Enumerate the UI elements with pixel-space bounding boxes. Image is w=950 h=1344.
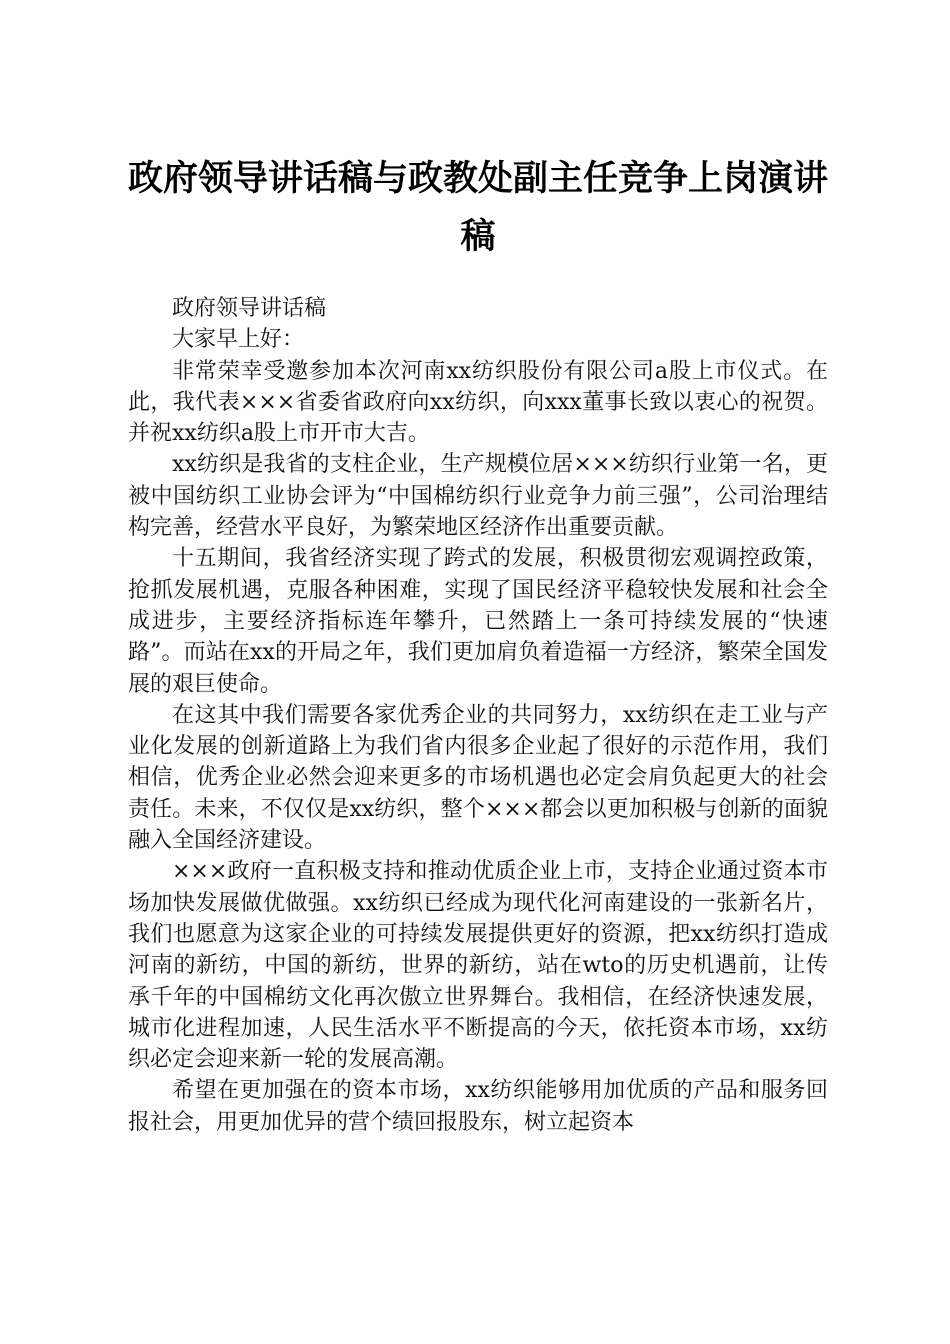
paragraph: 十五期间，我省经济实现了跨式的发展，积极贯彻宏观调控政策，抢抓发展机遇，克服各种困难，实现了国民经济平稳较快发展和社会全成进步，主要经济指标连年攀升，已然踏上一条可持续发展的“快速路”。而站在xx的开局之年，我们更加肩负着造福一方经济，繁荣全国发展的艰巨使命。 bbox=[128, 546, 828, 697]
document-title: 政府领导讲话稿与政教处副主任竞争上岗演讲稿 bbox=[128, 158, 829, 257]
paragraph: 非常荣幸受邀参加本次河南xx纺织股份有限公司a股上市仪式。在此，我代表×××省委省政府向xx纺织，向xxx董事长致以衷心的祝贺。并祝xx纺织a股上市开市大吉。 bbox=[128, 358, 828, 447]
document-body bbox=[128, 293, 828, 1138]
paragraph: ×××政府一直积极支持和推动优质企业上市，支持企业通过资本市场加快发展做优做强。xx纺织已经成为现代化河南建设的一张新名片，我们也愿意为这家企业的可持续发展提供更好的资源，把xx纺织打造成河南的新纺，中国的新纺，世界的新纺，站在wto的历史机遇前，让传承千年的中国棉纺文化再次傲立世界舞台。我相信，在经济快速发展，城市化进程加速，人民生活水平不断提高的今天，依托资本市场，xx纺织必定会迎来新一轮的发展高潮。 bbox=[128, 859, 828, 1073]
paragraph: xx纺织是我省的支柱企业，生产规模位居×××纺织行业第一名，更被中国纺织工业协会评为“中国棉纺织行业竞争力前三强”，公司治理结构完善，经营水平良好，为繁荣地区经济作出重要贡献。 bbox=[128, 452, 828, 541]
paragraph: 希望在更加强在的资本市场，xx纺织能够用加优质的产品和服务回报社会，用更加优异的营个绩回报股东，树立起资本 bbox=[128, 1078, 828, 1135]
paragraph: 大家早上好： bbox=[172, 327, 305, 353]
paragraph: 在这其中我们需要各家优秀企业的共同努力，xx纺织在走工业与产业化发展的创新道路上为我们省内很多企业起了很好的示范作用，我们相信，优秀企业必然会迎来更多的市场机遇也必定会肩负起更大的社会责任。未来，不仅仅是xx纺织，整个×××都会以更加积极与创新的面貌融入全国经济建设。 bbox=[128, 702, 828, 854]
paragraph: 政府领导讲话稿 bbox=[172, 296, 327, 321]
